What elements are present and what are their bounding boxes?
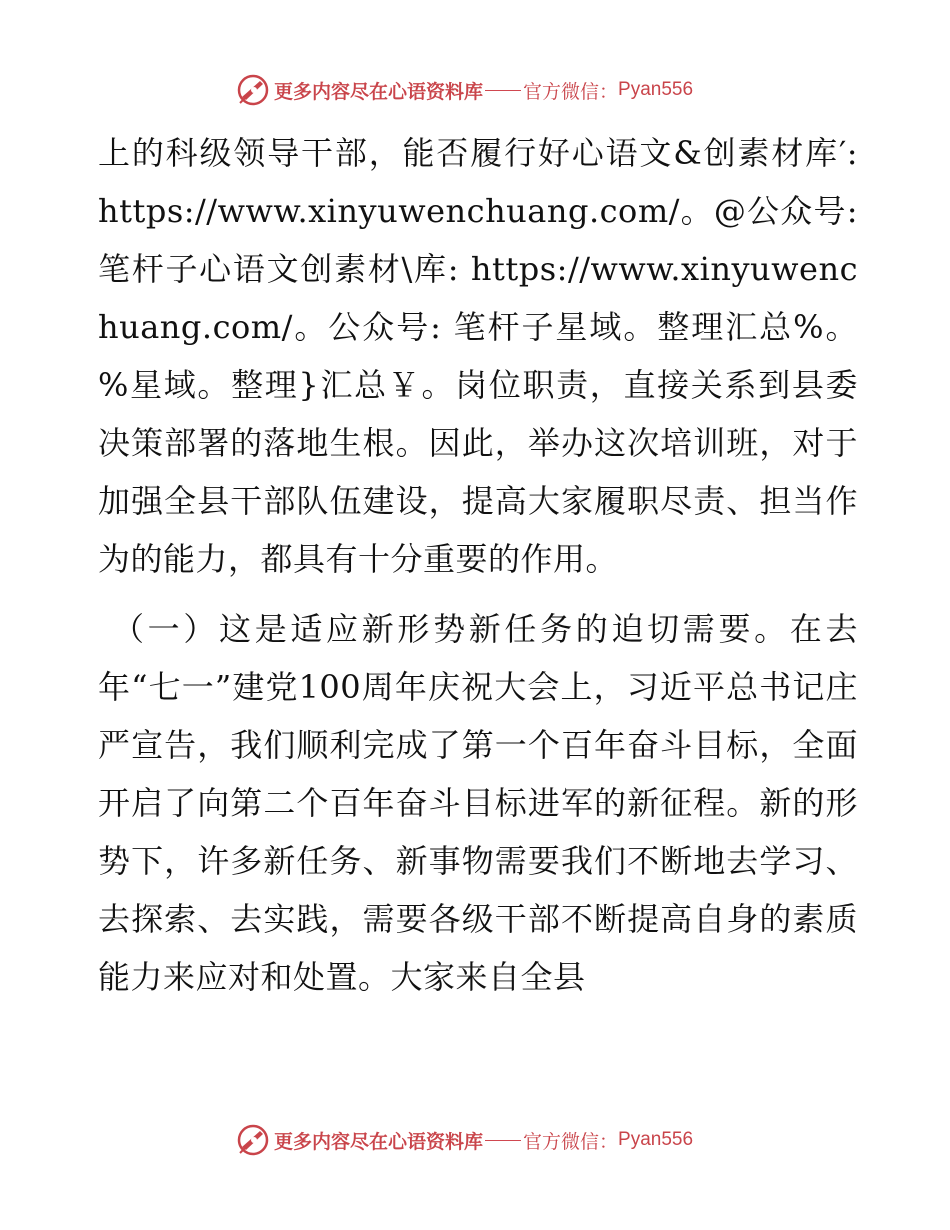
banner-wechat-id: Pyan556 — [618, 1129, 694, 1150]
banner-wechat-label: 官方微信： — [523, 80, 619, 103]
banner-wechat-id: Pyan556 — [618, 79, 694, 100]
banner-divider — [485, 90, 521, 91]
banner-brand-text: 更多内容尽在心语资料库 — [274, 80, 484, 103]
pen-logo-icon — [236, 73, 270, 107]
footer-banner — [236, 1122, 693, 1158]
pen-logo-icon — [236, 1123, 270, 1157]
header-banner — [236, 72, 693, 108]
banner-wechat-label: 官方微信： — [523, 1130, 619, 1153]
banner-brand-text: 更多内容尽在心语资料库 — [274, 1130, 484, 1153]
body-paragraph: （一）这是适应新形势新任务的迫切需要。在去年“七一”建党100周年庆祝大会上，习近平总书记庄严宣告，我们顺利完成了第一个百年奋斗目标，全面开启了向第二个百年奋斗目标进军的新征程。新的形势下，许多新任务、新事物需要我们不断地去学习、去探索、去实践，需要各级干部不断提高自身的素质能力来应对和处置。大家来自全县 — [98, 610, 858, 996]
body-paragraph: 上的科级领导干部，能否履行好心语文&创素材库′: https://www.xinyuwenchuang.com/。@公众号: 笔杆子心语文创素材\库: https://www.xinyuwenchuang.com/。公众号: 笔杆子星域。整理汇总%。%星域。整理}汇总￥。岗位职责，直接关系到县委决策部署的落地生根。因此，举办这次培训班，对于加强全县干部队伍建设，提高大家履职尽责、担当作为的能力，都具有十分重要的作用。 — [98, 134, 858, 578]
document-body — [98, 124, 858, 1006]
banner-divider — [485, 1140, 521, 1141]
